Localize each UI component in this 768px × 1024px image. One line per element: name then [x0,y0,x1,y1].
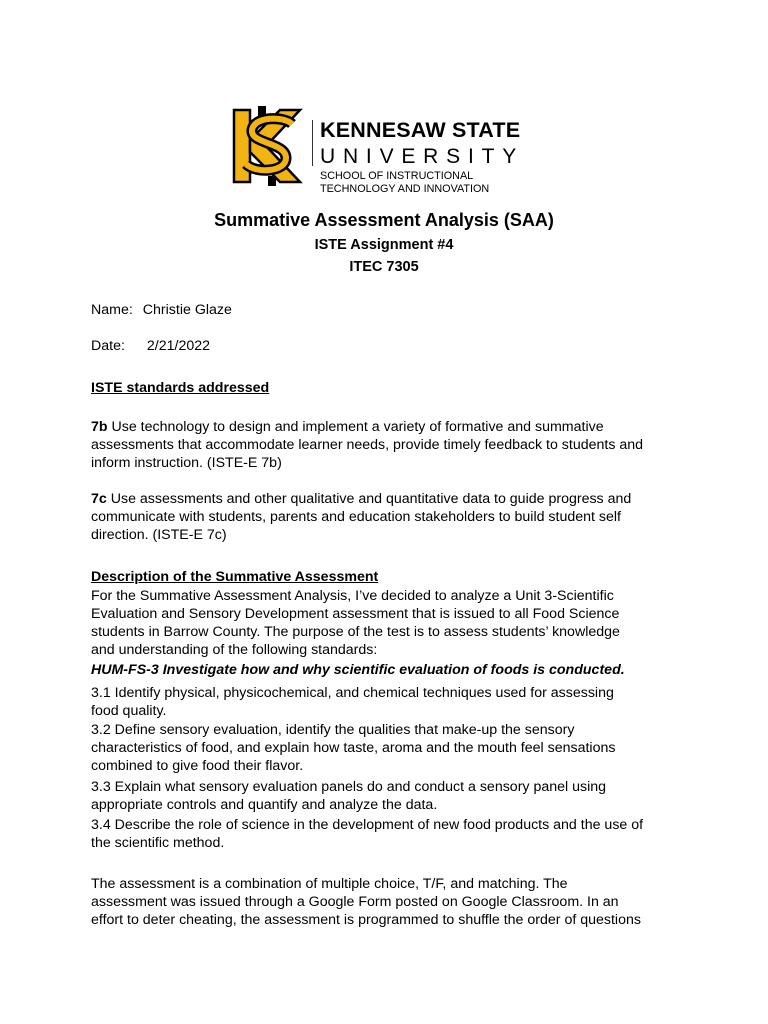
standard-7c [91,490,691,544]
description-paragraph [91,587,691,659]
standard-7b [91,418,691,472]
document-subtitle-assignment: ISTE Assignment #4 [314,237,454,253]
element-line: appropriate controls and quantify and analyze the data. [91,797,438,813]
element-line: 3.2 Define sensory evaluation, identify the qualities that make-up the sensory [91,722,575,738]
standard-hum-fs-3-heading: HUM-FS-3 Investigate how and why scientific evaluation of foods is conducted. [91,662,625,678]
description-line: students in Barrow County. The purpose of the test is to assess students’ knowledge [91,624,620,640]
date-value: 2/21/2022 [146,338,211,354]
logo-line-4: TECHNOLOGY AND INNOVATION [320,182,490,195]
element-line: 3.3 Explain what sensory evaluation panels do and conduct a sensory panel using [91,779,607,795]
standard-7b-line-2: assessments that accommodate learner needs, provide timely feedback to students and [91,437,644,453]
assessment-format-paragraph [91,875,691,929]
description-line: Evaluation and Sensory Development assessment that is issued to all Food Science [91,606,620,622]
logo-line-1: KENNESAW STATE [320,118,521,142]
standard-7c-line-2: communicate with students, parents and education stakeholders to build student self [91,509,621,525]
logo-line-2: UNIVERSITY [320,145,525,168]
paragraph-line: assessment was issued through a Google Form posted on Google Classroom. In an [91,894,619,910]
standard-7b-code: 7b [91,419,108,435]
element-line: combined to give food their flavor. [91,758,304,774]
element-3-4 [91,816,691,852]
name-label: Name: [91,302,133,318]
description-heading: Description of the Summative Assessment [91,569,379,585]
standards-heading: ISTE standards addressed [91,380,270,396]
date-row [91,337,210,355]
paragraph-line: The assessment is a combination of multiple choice, T/F, and matching. The [91,876,568,892]
element-line: 3.4 Describe the role of science in the development of new food products and the use of [91,817,644,833]
standard-7c-line-1 [91,490,691,508]
logo-line-3: SCHOOL OF INSTRUCTIONAL [320,170,474,182]
standard-7c-line-3: direction. (ISTE-E 7c) [91,527,227,543]
document-title: Summative Assessment Analysis (SAA) [214,210,554,230]
standard-7b-line-1 [91,418,691,436]
standard-7c-code: 7c [91,491,107,507]
standard-7b-line-3: inform instruction. (ISTE-E 7b) [91,455,282,471]
standard-7c-text: Use assessments and other qualitative and quantitative data to guide progress and [106,491,632,507]
element-3-2 [91,721,691,775]
ksu-monogram-icon [232,106,304,186]
element-3-1 [91,684,691,720]
paragraph-line: effort to deter cheating, the assessment is programmed to shuffle the order of questions [91,912,641,928]
name-row [91,301,232,319]
ksu-logo [232,104,544,196]
description-line: and understanding of the following standards: [91,642,378,658]
element-line: 3.1 Identify physical, physicochemical, and chemical techniques used for assessing [91,685,614,701]
description-line: For the Summative Assessment Analysis, I’ve decided to analyze a Unit 3-Scientific [91,588,614,604]
element-line: food quality. [91,703,167,719]
element-3-3 [91,778,691,814]
name-value: Christie Glaze [142,302,232,318]
date-label: Date: [91,338,125,354]
standard-7b-text: Use technology to design and implement a variety of formative and summative [107,419,604,435]
logo-school-name [320,170,489,195]
logo-divider [312,120,313,166]
element-line: characteristics of food, and explain how taste, aroma and the mouth feel sensations [91,740,616,756]
element-line: the scientific method. [91,835,225,851]
document-subtitle-course: ITEC 7305 [349,259,419,275]
